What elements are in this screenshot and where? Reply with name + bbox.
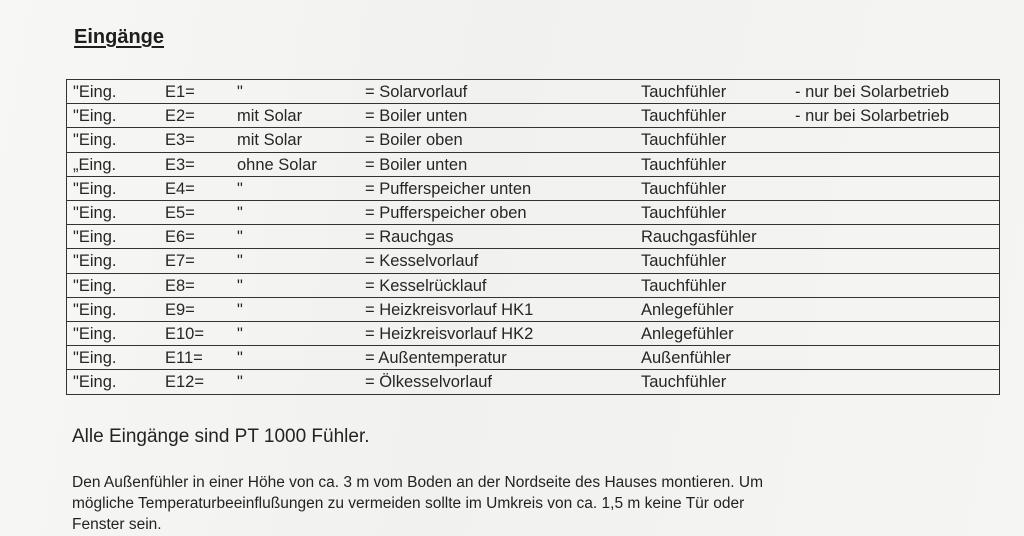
row-prefix-cell: "Eing. <box>73 349 117 368</box>
condition-cell: " <box>237 83 243 101</box>
row-prefix-cell: "Eing. <box>73 300 117 319</box>
input-id-cell: E7= <box>165 252 195 271</box>
measurement-point-cell: = Heizkreisvorlauf HK2 <box>365 324 534 343</box>
input-id-cell: E8= <box>165 276 195 295</box>
condition-cell: " <box>237 300 243 319</box>
row-prefix-cell: "Eing. <box>73 324 117 343</box>
measurement-point-cell: = Ölkesselvorlauf <box>365 373 493 392</box>
sensor-type-cell: Anlegefühler <box>641 300 734 319</box>
input-id-cell: E4= <box>165 179 195 198</box>
input-id-cell: E5= <box>165 203 195 222</box>
note-cell: - nur bei Solarbetrieb <box>795 107 950 126</box>
input-id-cell: E6= <box>165 228 195 247</box>
row-prefix-cell: "Eing. <box>73 373 117 392</box>
inputs-table <box>66 79 1000 395</box>
sensor-type-cell: Tauchfühler <box>641 107 727 126</box>
condition-cell: mit Solar <box>237 131 303 150</box>
measurement-point-cell: = Boiler unten <box>365 107 468 126</box>
sensor-type-cell: Tauchfühler <box>641 155 727 174</box>
input-id-cell: E2= <box>165 107 195 126</box>
table-row <box>67 370 999 394</box>
input-id-cell: E1= <box>165 83 195 101</box>
measurement-point-cell: = Pufferspeicher oben <box>365 203 527 222</box>
sensor-summary: Alle Eingänge sind PT 1000 Fühler. <box>72 426 370 447</box>
row-prefix-cell: "Eing. <box>73 83 117 101</box>
sensor-type-cell: Tauchfühler <box>641 203 727 222</box>
condition-cell: " <box>237 252 243 271</box>
table-row <box>67 177 999 201</box>
sensor-type-cell: Anlegefühler <box>641 324 734 343</box>
measurement-point-cell: = Kesselvorlauf <box>365 252 479 271</box>
input-id-cell: E11= <box>165 349 203 368</box>
sensor-type-cell: Tauchfühler <box>641 131 727 150</box>
sensor-type-cell: Tauchfühler <box>641 179 727 198</box>
measurement-point-cell: = Kesselrücklauf <box>365 276 487 295</box>
condition-cell: mit Solar <box>237 107 303 126</box>
table-row <box>67 298 999 322</box>
measurement-point-cell: = Außentemperatur <box>365 349 507 368</box>
sensor-type-cell: Tauchfühler <box>641 252 727 271</box>
condition-cell: " <box>237 203 243 222</box>
condition-cell: " <box>237 179 243 198</box>
input-id-cell: E3= <box>165 131 195 150</box>
table-row <box>67 153 999 177</box>
table-row <box>67 249 999 273</box>
measurement-point-cell: = Rauchgas <box>365 228 454 247</box>
sensor-type-cell: Rauchgasfühler <box>641 228 757 247</box>
paragraph-line: Den Außenfühler in einer Höhe von ca. 3 m vom Boden an der Nordseite des Hauses montieren. Um <box>72 474 763 491</box>
condition-cell: " <box>237 373 243 392</box>
input-id-cell: E9= <box>165 300 195 319</box>
condition-cell: " <box>237 228 243 247</box>
measurement-point-cell: = Solarvorlauf <box>365 83 468 101</box>
row-prefix-cell: "Eing. <box>73 252 117 271</box>
row-prefix-cell: "Eing. <box>73 131 117 150</box>
row-prefix-cell: "Eing. <box>73 228 117 247</box>
table-row <box>67 104 999 128</box>
sensor-type-cell: Tauchfühler <box>641 276 727 295</box>
paragraph-line: mögliche Temperaturbeeinflußungen zu vermeiden sollte im Umkreis von ca. 1,5 m keine Tür oder <box>72 495 745 512</box>
measurement-point-cell: = Boiler oben <box>365 131 463 150</box>
condition-cell: " <box>237 349 243 368</box>
table-row <box>67 128 999 152</box>
input-id-cell: E3= <box>165 155 195 174</box>
measurement-point-cell: = Pufferspeicher unten <box>365 179 532 198</box>
note-cell: - nur bei Solarbetrieb <box>795 83 950 101</box>
input-id-cell: E12= <box>165 373 204 392</box>
row-prefix-cell: „Eing. <box>73 155 117 174</box>
measurement-point-cell: = Heizkreisvorlauf HK1 <box>365 300 534 319</box>
paragraph-line: Fenster sein. <box>72 516 162 533</box>
table-row <box>67 201 999 225</box>
table-row <box>67 322 999 346</box>
row-prefix-cell: "Eing. <box>73 203 117 222</box>
condition-cell: ohne Solar <box>237 155 317 174</box>
table-row <box>67 80 999 104</box>
row-prefix-cell: "Eing. <box>73 276 117 295</box>
sensor-type-cell: Außenfühler <box>641 349 731 368</box>
sensor-type-cell: Tauchfühler <box>641 373 727 392</box>
input-id-cell: E10= <box>165 324 204 343</box>
condition-cell: " <box>237 276 243 295</box>
measurement-point-cell: = Boiler unten <box>365 155 468 174</box>
table-row <box>67 346 999 370</box>
row-prefix-cell: "Eing. <box>73 179 117 198</box>
sensor-type-cell: Tauchfühler <box>641 83 727 101</box>
table-row <box>67 225 999 249</box>
mounting-instructions <box>72 472 972 535</box>
row-prefix-cell: "Eing. <box>73 107 117 126</box>
table-row <box>67 274 999 298</box>
section-heading: Eingänge <box>74 26 165 48</box>
condition-cell: " <box>237 324 243 343</box>
